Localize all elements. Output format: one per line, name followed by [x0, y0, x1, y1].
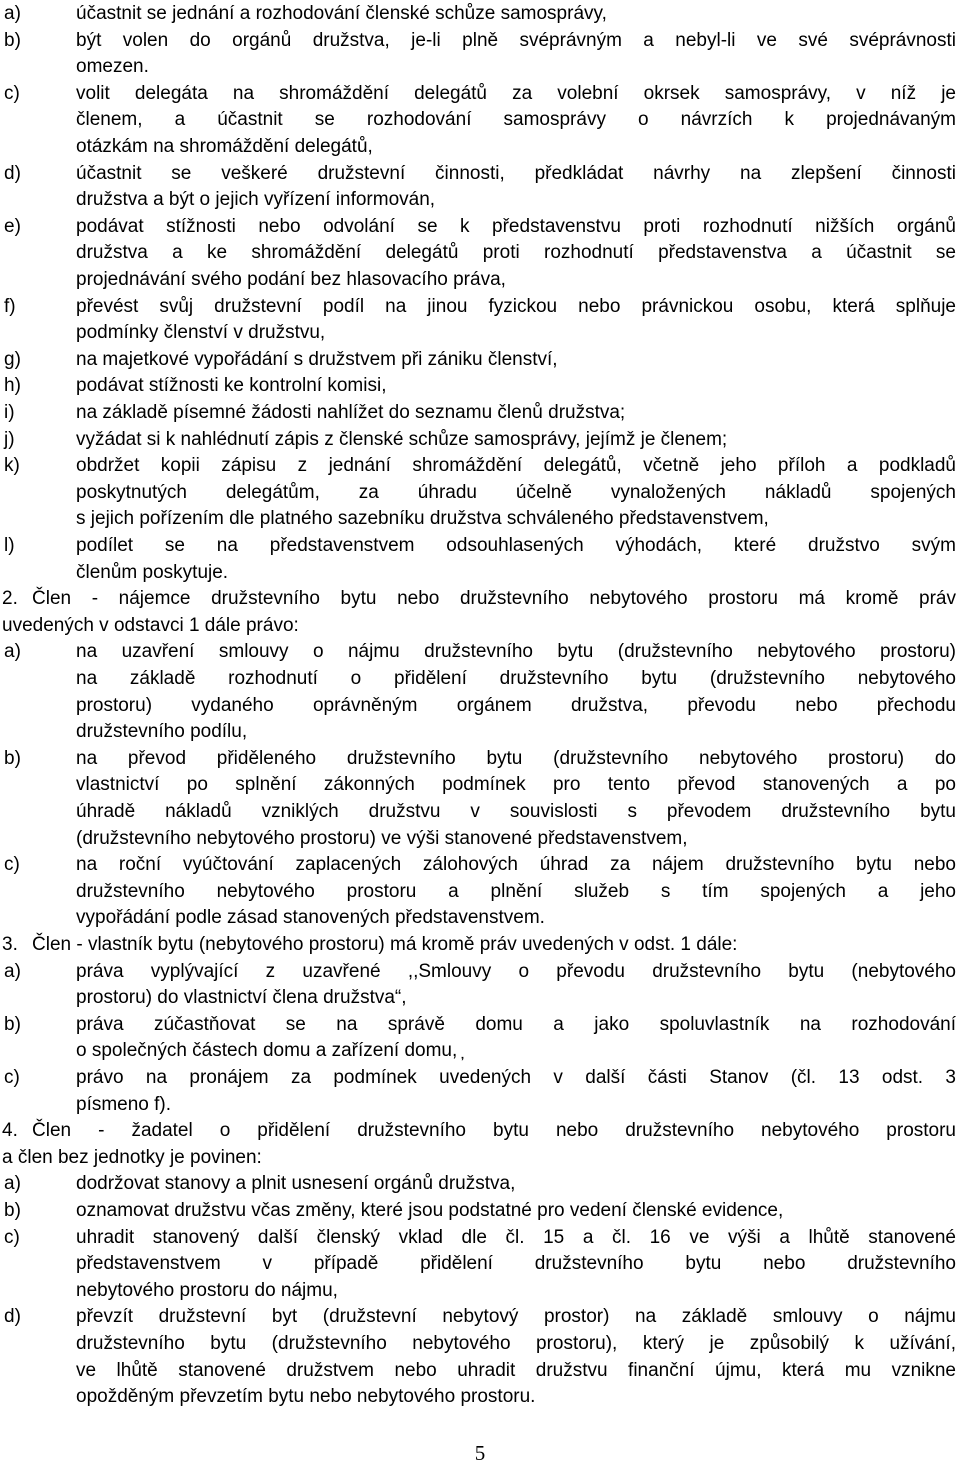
text-line: práva zúčastňovat se na správě domu a jako spoluvlastník na rozhodování	[76, 1013, 956, 1035]
text-line: družstevního nebytového prostoru a plnění služeb s tím spojených a jeho	[76, 880, 956, 902]
text-line: na uzavření smlouvy o nájmu družstevního bytu (družstevního nebytového prostoru)	[76, 641, 956, 663]
text-line: o společných částech domu a zařízení domu, ̦	[76, 1040, 463, 1062]
text-line: převzít družstevní byt (družstevní nebytový prostor) na základě smlouvy o nájmu	[76, 1306, 956, 1328]
text-line: družstva a být o jejich vyřízení informován,	[76, 189, 436, 211]
text-line: na základě písemné žádosti nahlížet do seznamu členů družstva;	[76, 402, 626, 423]
text-line: prostoru) vydaného oprávněným orgánem družstva, převodu nebo přechodu	[76, 694, 956, 716]
list-marker: g)	[4, 348, 21, 370]
text-line: práva vyplývající z uzavřené ,,Smlouvy o převodu družstevního bytu (nebytového	[76, 960, 956, 982]
text-line: ve lhůtě stanovené družstvem nebo uhradit družstvu finanční újmu, která mu vznikne	[76, 1359, 956, 1381]
text-line: Člen - vlastník bytu (nebytového prostoru) má kromě práv uvedených v odst. 1 dále:	[32, 934, 738, 955]
list-marker: b)	[4, 1013, 21, 1035]
text-line: vypořádání podle zásad stanovených představenstvem.	[76, 907, 545, 929]
list-marker: k)	[4, 455, 20, 477]
text-line: představenstvem v případě přidělení družstevního bytu nebo družstevního	[76, 1253, 956, 1275]
text-line: podávat stížnosti ke kontrolní komisi,	[76, 375, 387, 397]
text-line: volit delegáta na shromáždění delegátů za volební okrsek samosprávy, v níž je	[76, 82, 956, 104]
list-marker: a)	[4, 1173, 21, 1195]
text-line: Člen - žadatel o přidělení družstevního bytu nebo družstevního nebytového prostoru	[32, 1120, 956, 1142]
text-line: a člen bez jednotky je povinen:	[2, 1146, 262, 1168]
text-line: účastnit se jednání a rozhodování členské schůze samosprávy,	[76, 3, 607, 24]
text-line: družstva a ke shromáždění delegátů proti rozhodnutí představenstva a účastnit se	[76, 242, 956, 264]
list-marker: f)	[4, 295, 16, 317]
text-line: s jejich pořízením dle platného sazebníku družstva schváleného představenstvem,	[76, 508, 769, 530]
list-marker: 4.	[2, 1120, 18, 1142]
text-line: projednávání svého podání bez hlasovacího práva,	[76, 269, 506, 290]
text-line: na základě rozhodnutí o přidělení družstevního bytu (družstevního nebytového	[76, 668, 956, 689]
list-marker: l)	[4, 535, 15, 556]
list-marker: b)	[4, 747, 21, 769]
list-marker: c)	[4, 854, 20, 876]
text-line: být volen do orgánů družstva, je-li plně svéprávným a nebyl-li ve své svéprávnosti	[76, 29, 956, 51]
list-marker: e)	[4, 215, 21, 237]
text-line: členem, a účastnit se rozhodování samosprávy o návrzích k projednávaným	[76, 109, 956, 131]
text-line: vlastnictví po splnění zákonných podmínek pro tento převod stanovených a po	[76, 774, 956, 796]
text-line: dodržovat stanovy a plnit usnesení orgánů družstva,	[76, 1173, 516, 1195]
text-line: právo na pronájem za podmínek uvedených v další části Stanov (čl. 13 odst. 3	[76, 1067, 956, 1088]
list-marker: a)	[4, 3, 21, 24]
list-marker: h)	[4, 375, 21, 397]
text-line: uhradit stanovený další členský vklad dle čl. 15 a čl. 16 ve výši a lhůtě stanovené	[76, 1226, 956, 1248]
text-line: obdržet kopii zápisu z jednání shromáždění delegátů, včetně jeho příloh a podkladů	[76, 455, 956, 477]
text-line: na převod přiděleného družstevního bytu (družstevního nebytového prostoru) do	[76, 747, 956, 769]
text-line: otázkám na shromáždění delegátů,	[76, 136, 373, 157]
text-line: omezen.	[76, 56, 149, 78]
text-line: podmínky členství v družstvu,	[76, 322, 326, 344]
page-number: 5	[474, 1441, 486, 1465]
text-line: poskytnutých delegátům, za úhradu účelně vynaložených nákladů spojených	[76, 481, 956, 503]
text-line: prostoru) do vlastnictví člena družstva“,	[76, 987, 407, 1009]
text-line: nebytového prostoru do nájmu,	[76, 1279, 338, 1301]
text-line: účastnit se veškeré družstevní činnosti, předkládat návrhy na zlepšení činnosti	[76, 162, 956, 184]
list-marker: a)	[4, 960, 21, 982]
text-line: převést svůj družstevní podíl na jinou fyzickou nebo právnickou osobu, která splňuje	[76, 295, 956, 317]
text-line: podílet se na představenstvem odsouhlasených výhodách, které družstvo svým	[76, 535, 956, 556]
text-line: členům poskytuje.	[76, 561, 229, 583]
text-line: úhradě nákladů vzniklých družstvu v souvislosti s převodem družstevního bytu	[76, 801, 956, 822]
text-line: opožděným převzetím bytu nebo nebytového prostoru.	[76, 1386, 536, 1408]
list-marker: c)	[4, 1226, 20, 1248]
list-marker: i)	[4, 402, 15, 423]
text-line: na roční vyúčtování zaplacených zálohových úhrad za nájem družstevního bytu nebo	[76, 854, 956, 876]
text-line: družstevního podílu,	[76, 721, 248, 743]
list-marker: d)	[4, 162, 21, 184]
text-line: uvedených v odstavci 1 dále právo:	[2, 614, 299, 636]
list-marker: b)	[4, 29, 21, 51]
list-marker: d)	[4, 1306, 21, 1328]
list-marker: a)	[4, 641, 21, 663]
text-line: písmeno f).	[76, 1093, 172, 1115]
list-marker: c)	[4, 82, 20, 104]
list-marker: c)	[4, 1067, 20, 1088]
text-line: vyžádat si k nahlédnutí zápis z členské schůze samosprávy, jejímž je členem;	[76, 428, 728, 450]
text-line: družstevního bytu (družstevního nebytového prostoru), který je způsobilý k užívání,	[76, 1333, 956, 1354]
text-line: (družstevního nebytového prostoru) ve výši stanovené představenstvem,	[76, 827, 688, 849]
text-line: Člen - nájemce družstevního bytu nebo družstevního nebytového prostoru má kromě práv	[32, 588, 956, 610]
list-marker: 2.	[2, 588, 18, 610]
text-line: na majetkové vypořádání s družstvem při zániku členství,	[76, 348, 558, 370]
text-line: oznamovat družstvu včas změny, které jsou podstatné pro vedení členské evidence,	[76, 1200, 784, 1221]
list-marker: j)	[4, 428, 15, 450]
list-marker: b)	[4, 1200, 21, 1221]
list-marker: 3.	[2, 934, 18, 955]
text-line: podávat stížnosti nebo odvolání se k představenstvu proti rozhodnutí nižších orgánů	[76, 215, 956, 237]
